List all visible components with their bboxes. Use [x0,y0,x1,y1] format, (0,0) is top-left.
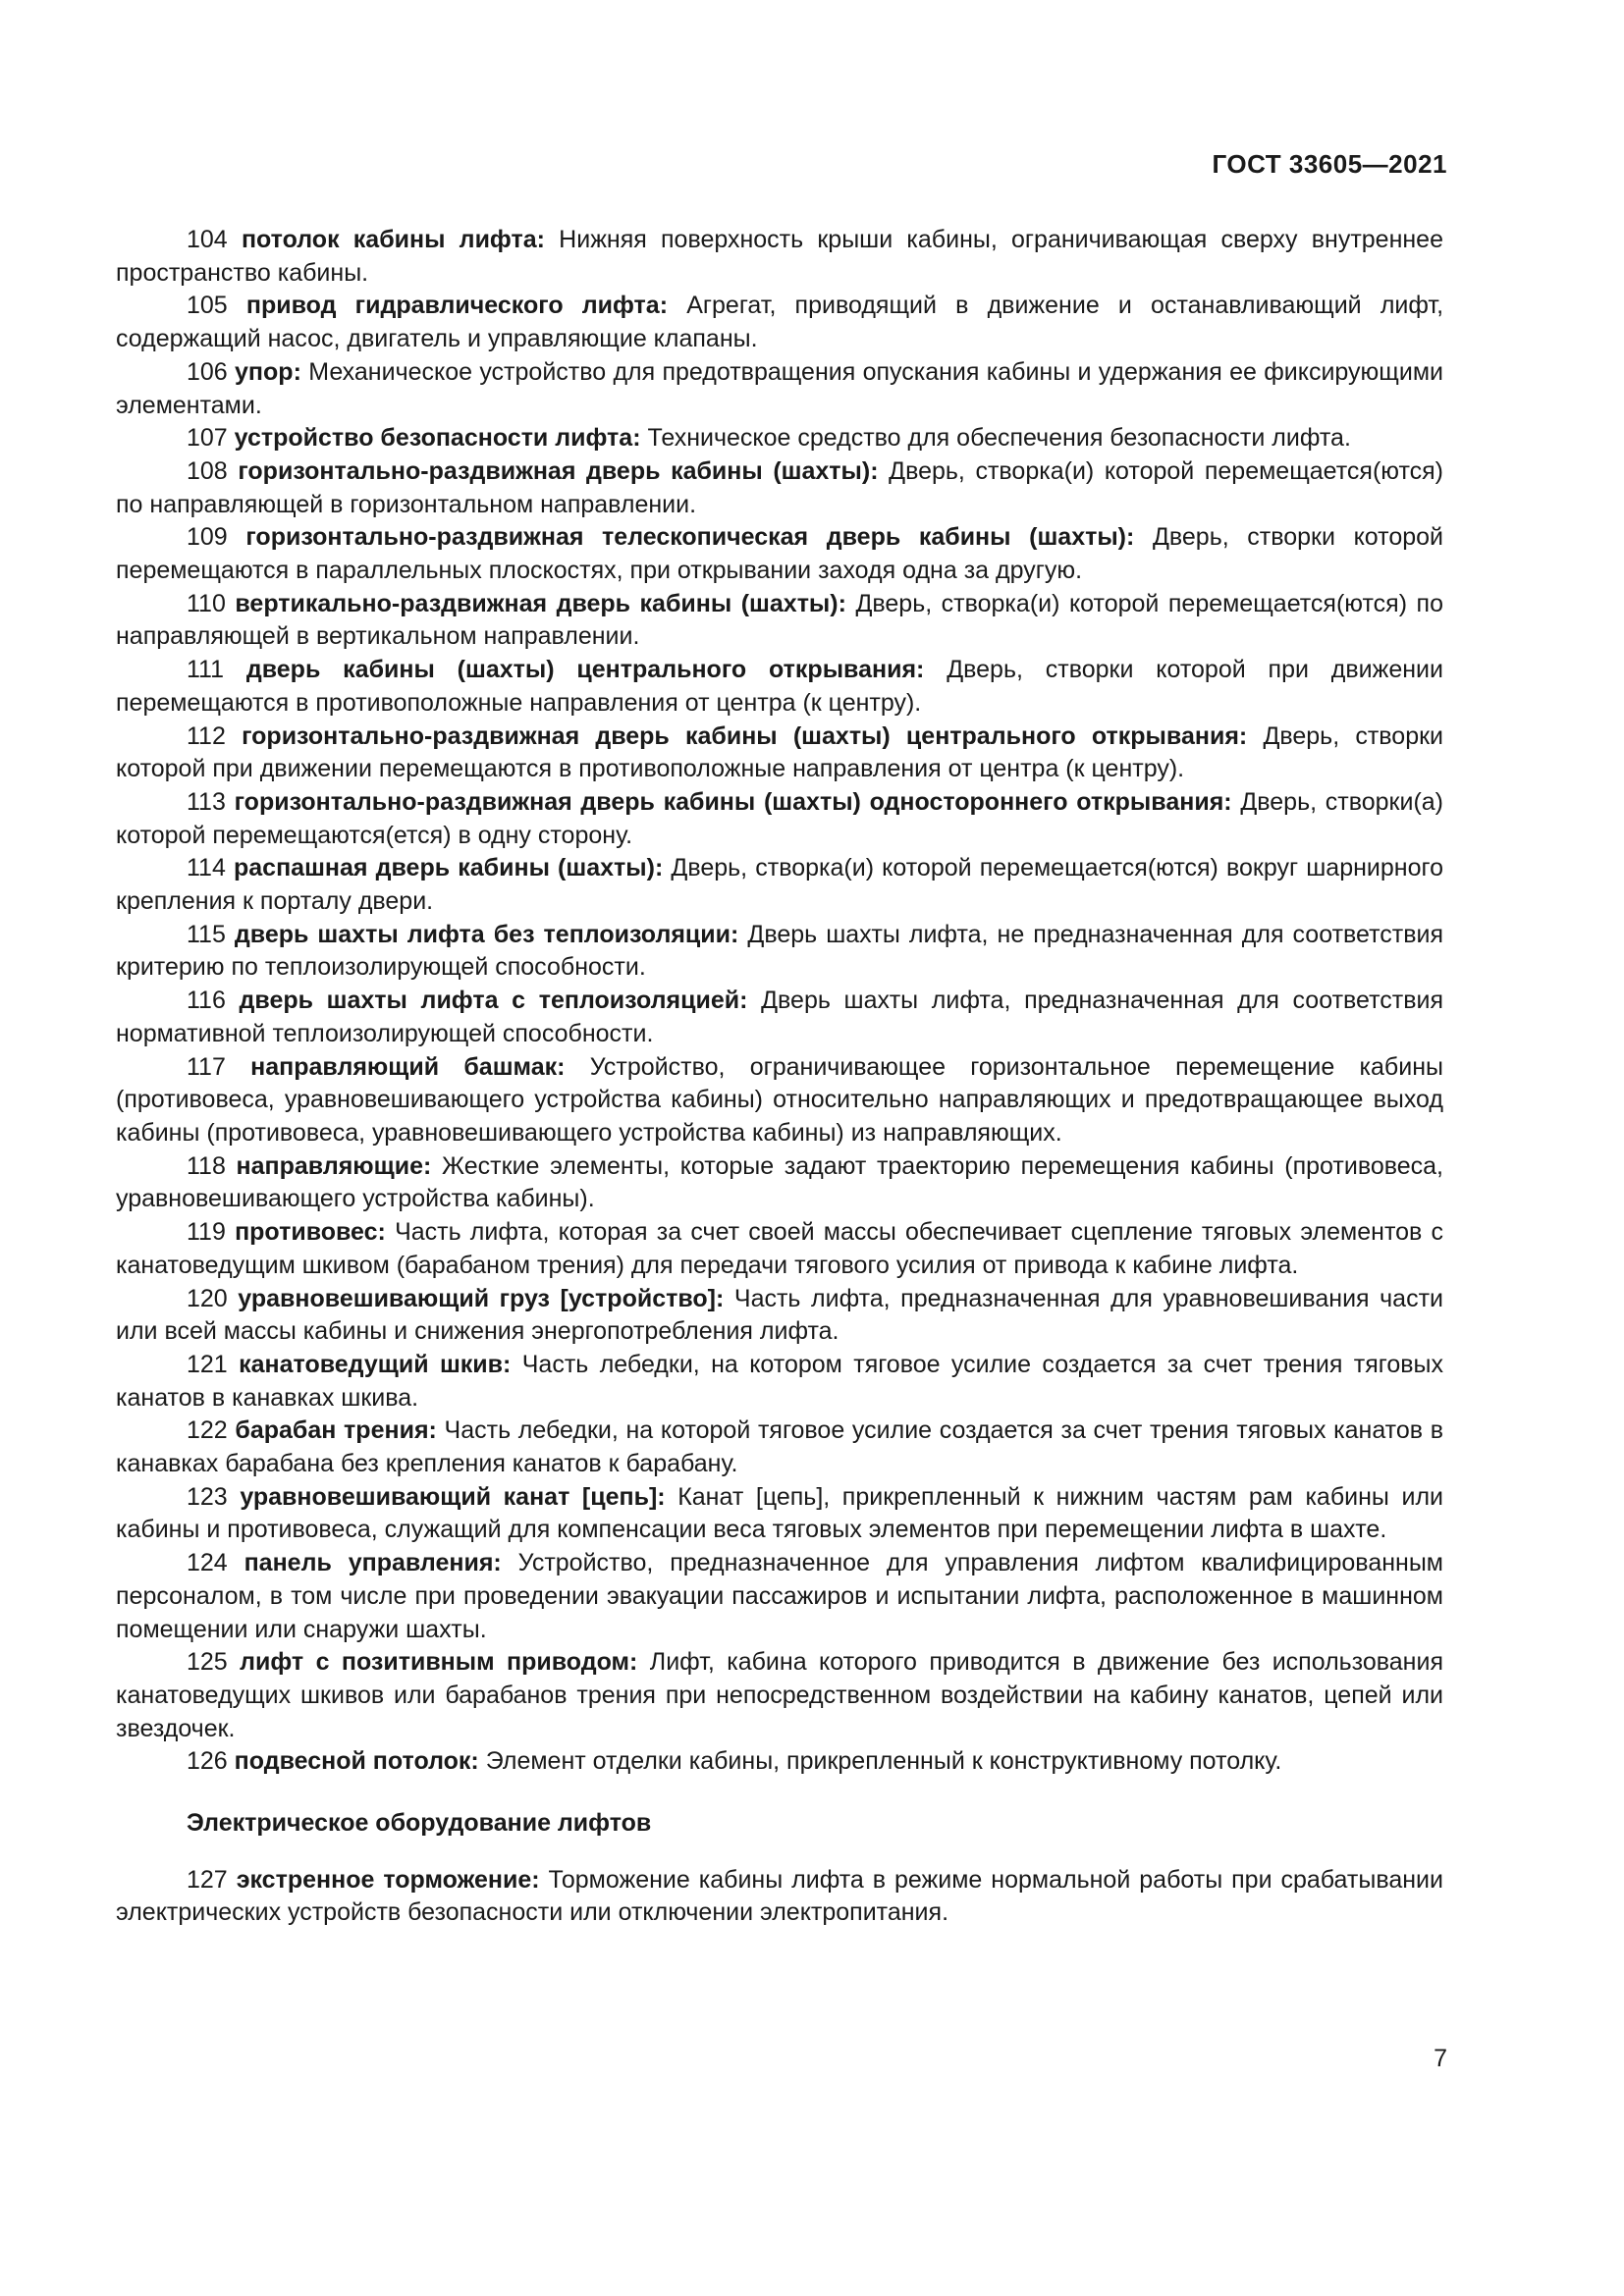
definition-item [116,422,1443,455]
term: панель управления: [244,1549,502,1577]
definition-text: Дверь, створки(а) которой перемещаются(ется) в одну сторону. [116,787,1443,849]
definition-item [116,356,1443,422]
item-number: 108 [187,456,228,485]
item-number: 113 [187,787,226,816]
term: противовес: [235,1218,386,1247]
definition-item [116,290,1443,355]
item-number: 124 [187,1549,228,1577]
definition-text: Дверь, створка(и) которой перемещается(ются) вокруг шарнирного крепления к порталу двери. [116,854,1443,916]
term: распашная дверь кабины (шахты): [234,854,664,882]
definition-item [116,455,1443,521]
item-number: 122 [187,1416,228,1445]
definitions-list [116,224,1443,1779]
definition-item [116,224,1443,290]
definition-text: Дверь, створки которой при движении перемещаются в противоположные направления от центра (к центру). [116,721,1443,783]
definition-text: Устройство, ограничивающее горизонтальное перемещение кабины (противовеса, уравновешивающего устройства кабины) относительно направляющих и предотвращающее выход кабины (противовеса, уравновешивающего устройства кабины) из направляющих. [116,1052,1443,1147]
item-number: 119 [187,1218,226,1247]
item-number: 107 [187,424,228,453]
term: потолок кабины лифта: [241,226,545,253]
definition-item [116,1415,1443,1480]
document-code: ГОСТ 33605—2021 [1212,149,1447,179]
term: вертикально-раздвижная дверь кабины (шахты): [235,589,846,617]
definitions-list-electrical [116,1864,1443,1930]
definition-item [116,1051,1443,1150]
definition-text: Дверь, створка(и) которой перемещается(ются) по направляющей в горизонтальном направлении. [116,456,1444,518]
term: уравновешивающий канат [цепь]: [240,1482,666,1511]
definition-item [116,654,1443,720]
definition-text: Техническое средство для обеспечения безопасности лифта. [647,424,1351,453]
term: устройство безопасности лифта: [234,424,641,453]
definition-item [116,919,1443,985]
item-number: 118 [187,1151,226,1180]
item-number: 109 [187,523,228,552]
definition-text: Дверь шахты лифта, предназначенная для соответствия нормативной теплоизолирующей способности. [116,987,1443,1047]
definition-item [116,588,1443,654]
item-number: 105 [187,292,228,320]
term: горизонтально-раздвижная телескопическая дверь кабины (шахты): [245,523,1135,552]
item-number: 114 [187,854,226,882]
term: экстренное торможение: [236,1865,540,1894]
page-number: 7 [1434,2045,1447,2072]
item-number: 111 [187,656,225,684]
term: дверь кабины (шахты) центрального открывания: [245,656,925,684]
term: направляющий башмак: [250,1052,566,1081]
term: подвесной потолок: [234,1747,479,1776]
definition-item [116,1646,1443,1745]
term: канатоведущий шкив: [239,1350,512,1378]
item-number: 125 [187,1648,228,1677]
definition-text: Канат [цепь], прикрепленный к нижним частям рам кабины или кабины и противовеса, служащий для компенсации веса тяговых элементов при перемещении лифта в шахте. [116,1482,1443,1544]
term: горизонтально-раздвижная дверь кабины (шахты) центрального открывания: [242,721,1248,750]
definition-text: Лифт, кабина которого приводится в движение без использования канатоведущих шкивов или барабанов трения при непосредственном воздействии на кабину канатов, цепей или звездочек. [116,1648,1443,1742]
definition-item [116,721,1443,786]
definition-text: Дверь, створка(и) которой перемещается(ются) по направляющей в вертикальном направлении. [116,589,1443,651]
item-number: 110 [187,589,226,617]
definition-text: Торможение кабины лифта в режиме нормальной работы при срабатывании электрических устройств безопасности или отключении электропитания. [116,1865,1443,1927]
definition-text: Дверь шахты лифта, не предназначенная для соответствия критерию по теплоизолирующей способности. [116,920,1443,982]
term: дверь шахты лифта без теплоизоляции: [234,920,739,948]
item-number: 123 [187,1482,228,1511]
item-number: 106 [187,357,228,386]
item-number: 126 [187,1747,228,1776]
definition-item [116,985,1443,1050]
document-body [116,224,1443,1930]
definition-text: Дверь, створки которой при движении перемещаются в противоположные направления от центра (к центру). [116,656,1443,717]
definition-item [116,1547,1443,1646]
definition-item [116,1150,1443,1216]
definition-text: Часть лифта, которая за счет своей массы обеспечивает сцепление тяговых элементов с канатоведущим шкивом (барабаном трения) для передачи тягового усилия от привода к кабине лифта. [116,1218,1443,1279]
definition-text: Часть лебедки, на которой тяговое усилие создается за счет трения тяговых канатов в канавках барабана без крепления канатов к барабану. [116,1416,1444,1478]
definition-text: Агрегат, приводящий в движение и останавливающий лифт, содержащий насос, двигатель и управляющие клапаны. [116,292,1444,353]
definition-text: Механическое устройство для предотвращения опускания кабины и удержания ее фиксирующими элементами. [116,357,1443,419]
item-number: 116 [187,987,226,1015]
term: направляющие: [236,1151,432,1180]
item-number: 115 [187,920,226,948]
term: упор: [235,357,301,386]
definition-text: Жесткие элементы, которые задают траекторию перемещения кабины (противовеса, уравновешивающего устройства кабины). [116,1151,1443,1213]
item-number: 117 [187,1052,226,1081]
term: горизонтально-раздвижная дверь кабины (шахты): [238,456,879,485]
definition-item [116,1283,1443,1349]
definition-item [116,1349,1443,1415]
term: дверь шахты лифта с теплоизоляцией: [239,987,748,1015]
section-title: Электрическое оборудование лифтов [187,1809,652,1838]
item-number: 112 [187,721,226,750]
term: горизонтально-раздвижная дверь кабины (шахты) одностороннего открывания: [234,787,1232,816]
definition-text: Часть лифта, предназначенная для уравновешивания части или всей массы кабины и снижения энергопотребления лифта. [116,1284,1444,1346]
item-number: 120 [187,1284,228,1312]
definition-text: Элемент отделки кабины, прикрепленный к конструктивному потолку. [485,1747,1282,1776]
definition-text: Часть лебедки, на котором тяговое усилие создается за счет трения тяговых канатов в канавках шкива. [116,1350,1443,1412]
item-number: 127 [187,1865,228,1894]
term: уравновешивающий груз [устройство]: [238,1284,725,1312]
definition-text: Нижняя поверхность крыши кабины, ограничивающая сверху внутреннее пространство кабины. [116,226,1443,287]
definition-item [116,852,1443,918]
definition-text: Устройство, предназначенное для управления лифтом квалифицированным персоналом, в том числе при проведении эвакуации пассажиров и испытании лифта, расположенное в машинном помещении или снаружи шахты. [116,1549,1443,1643]
term: барабан трения: [235,1416,437,1445]
term: привод гидравлического лифта: [245,292,669,320]
definition-item [116,1864,1443,1930]
item-number: 104 [187,226,228,253]
definition-text: Дверь, створки которой перемещаются в параллельных плоскостях, при открывании заходя одна за другую. [116,523,1443,585]
definition-item [116,786,1443,852]
term: лифт с позитивным приводом: [240,1648,638,1677]
definition-item [116,1745,1443,1779]
definition-item [116,521,1443,587]
item-number: 121 [187,1350,228,1378]
definition-item [116,1216,1443,1282]
definition-item [116,1481,1443,1547]
